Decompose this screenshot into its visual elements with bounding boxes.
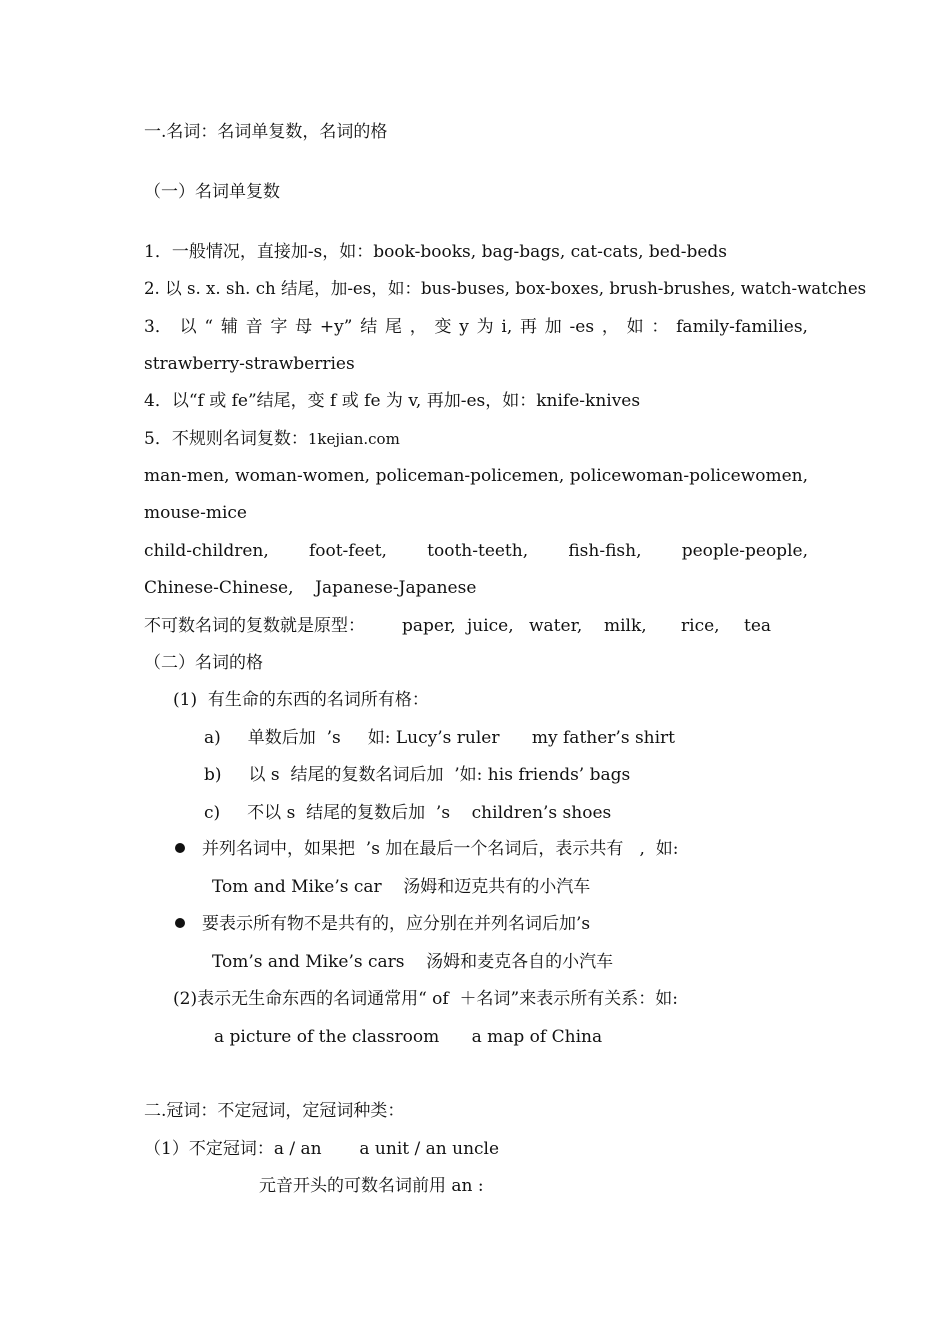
joint-possession-example: Tom and Mike’s car 汤姆和迈克共有的小汽车	[212, 877, 591, 897]
rule-5	[144, 428, 400, 450]
possessive-rule-1: (1) 有生命的东西的名词所有格：	[173, 690, 429, 710]
rule-3-part: -es	[569, 317, 595, 337]
irregular-word: foot-feet,	[308, 541, 387, 561]
section1-heading: 一.名词：名词单复数，名词的格	[144, 122, 388, 142]
uncountable-word: milk,	[604, 616, 647, 636]
inanimate-possession-example: a picture of the classroom a map of China	[214, 1027, 603, 1047]
uncountable-word: rice,	[681, 616, 720, 636]
irregular-word: people-people,	[681, 541, 808, 561]
bullet-joint-possession: 并列名词中，如果把 ’s 加在最后一个名词后，表示共有 , 如:	[202, 839, 679, 859]
possessive-item-b: b) 以 s 结尾的复数名词后加 ’如: his friends’ bags	[204, 765, 631, 785]
irregular-word: fish-fish,	[568, 541, 642, 561]
rule-2: 2. 以 s. x. sh. ch 结尾，加-es，如：bus-buses, box-boxes, brush-brushes, watch-watches	[144, 279, 867, 298]
rule-3-part: 变	[434, 317, 452, 337]
subsection-plural-heading: （一）名词单复数	[144, 182, 280, 202]
uncountable-word: tea	[744, 616, 772, 636]
irregular-word: woman-women,	[235, 466, 371, 486]
separate-possession-example: Tom’s and Mike’s cars 汤姆和麦克各自的小汽车	[212, 952, 614, 972]
rule-3-part: i,	[501, 317, 513, 337]
rule-3-part: “	[204, 317, 214, 337]
rule-3-part: y	[459, 317, 469, 337]
rule-4: 4．以“f 或 fe”结尾，变 f 或 fe 为 v, 再加-es，如：knife-knives	[144, 391, 641, 411]
rule-3-part: ，	[601, 317, 619, 337]
bullet-separate-possession: 要表示所有物不是共有的，应分别在并列名词后加’s	[202, 914, 591, 934]
rule-3-part: 音	[245, 317, 263, 337]
rule-5-site: 1kejian.com	[307, 430, 400, 448]
rule-5-label: 5．不规则名词复数：	[144, 429, 308, 449]
uncountable-word: juice,	[467, 616, 514, 636]
possessive-rule-2: (2)表示无生命东西的名词通常用“ of ＋名词”来表示所有关系：如:	[173, 989, 678, 1009]
rule-3-part: family-families,	[676, 317, 808, 337]
rule-3-part: 加	[544, 317, 562, 337]
irregular-word: tooth-teeth,	[427, 541, 529, 561]
rule-3-part: 为	[476, 317, 494, 337]
rule-3-part: 辅	[220, 317, 238, 337]
irregular-row-2-continuation: Chinese-Chinese, Japanese-Japanese	[144, 578, 477, 598]
irregular-word: child-children,	[144, 541, 269, 561]
an-usage-note: 元音开头的可数名词前用 an :	[259, 1176, 484, 1196]
rule-3-part: ：	[651, 317, 669, 337]
rule-3-part: 字	[270, 317, 288, 337]
rule-3-part: +y”	[319, 317, 353, 337]
rule-3-continuation: strawberry-strawberries	[144, 354, 355, 374]
irregular-word: man-men,	[144, 466, 230, 486]
irregular-row-1-continuation: mouse-mice	[144, 503, 247, 523]
uncountable-label: 不可数名词的复数就是原型：	[144, 616, 365, 636]
indefinite-article-rule: （1）不定冠词：a / an a unit / an uncle	[144, 1139, 500, 1159]
subsection-case-heading: （二）名词的格	[144, 653, 263, 673]
bullet-icon	[175, 843, 185, 853]
rule-3-part: 以	[179, 317, 197, 337]
uncountable-word: water,	[529, 616, 583, 636]
rule-3-part: 再	[520, 317, 538, 337]
irregular-row-1	[144, 465, 808, 487]
possessive-item-a: a) 单数后加 ’s 如: Lucy’s ruler my father’s shirt	[204, 728, 676, 748]
rule-1: 1．一般情况，直接加-s，如：book-books, bag-bags, cat-cats, bed-beds	[144, 242, 728, 262]
rule-3-part: 尾	[384, 317, 402, 337]
rule-3-part: 如	[626, 317, 644, 337]
irregular-word: policewoman-policewomen,	[569, 466, 808, 486]
bullet-icon	[175, 918, 185, 928]
irregular-row-2	[144, 540, 808, 562]
rule-3-part: 结	[360, 317, 378, 337]
possessive-item-c: c) 不以 s 结尾的复数后加 ’s children’s shoes	[204, 803, 612, 823]
rule-3-part: 母	[295, 317, 313, 337]
section2-heading: 二.冠词：不定冠词，定冠词种类：	[144, 1101, 405, 1121]
irregular-word: policeman-policemen,	[375, 466, 565, 486]
uncountable-word: paper,	[402, 616, 456, 636]
rule-3-part: ，	[409, 317, 427, 337]
rule-3	[144, 316, 808, 338]
rule-3-part: 3．	[144, 317, 172, 337]
